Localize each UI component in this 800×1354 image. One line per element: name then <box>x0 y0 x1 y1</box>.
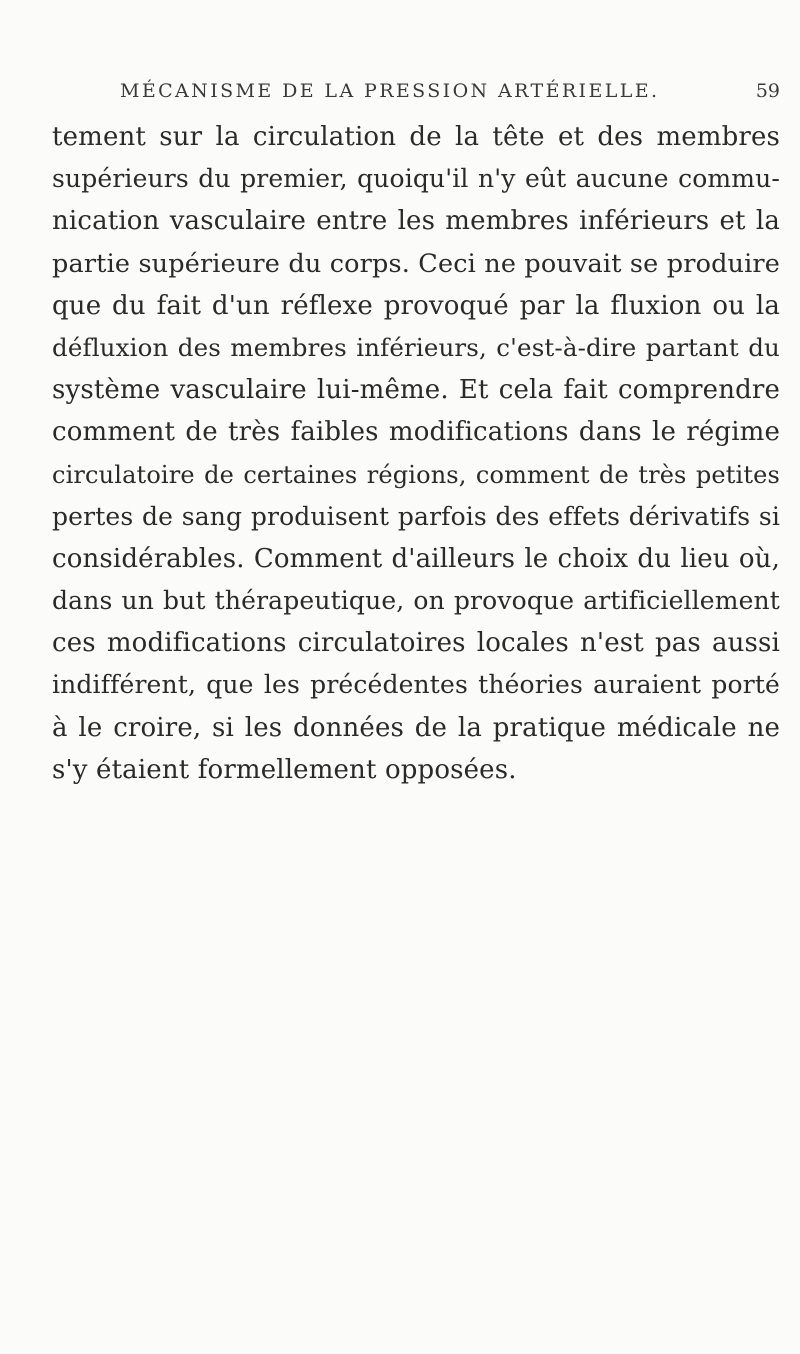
text-line: nication vasculaire entre les membres inférieurs et la <box>52 206 780 237</box>
text-line: tement sur la circulation de la tête et des membres <box>52 122 780 152</box>
running-title: MÉCANISME DE LA PRESSION ARTÉRIELLE. <box>120 80 660 102</box>
text-line: que du fait d'un réflexe provoqué par la fluxion ou la <box>52 290 780 321</box>
running-head <box>120 80 780 110</box>
body-paragraph <box>52 116 780 791</box>
text-line: ces modifications circulatoires locales n'est pas aussi <box>52 628 780 659</box>
page-number: 59 <box>755 80 780 102</box>
text-line: supérieurs du premier, quoiqu'il n'y eût aucune commu- <box>52 164 780 194</box>
text-line: indifférent, que les précédentes théories auraient porté <box>52 670 780 700</box>
text-line: système vasculaire lui-même. Et cela fait comprendre <box>52 375 780 406</box>
text-line: dans un but thérapeutique, on provoque artificiellement <box>52 586 780 616</box>
text-line: considérables. Comment d'ailleurs le choix du lieu où, <box>52 543 780 574</box>
text-line: à le croire, si les données de la pratique médicale ne <box>52 712 780 743</box>
text-line: circulatoire de certaines régions, comment de très petites <box>52 460 780 489</box>
text-line: partie supérieure du corps. Ceci ne pouvait se produire <box>52 248 780 279</box>
text-line: pertes de sang produisent parfois des effets dérivatifs si <box>52 501 780 531</box>
text-line: défluxion des membres inférieurs, c'est-à-dire partant du <box>52 332 780 362</box>
text-line: comment de très faibles modifications dans le régime <box>52 417 780 448</box>
text-line: s'y étaient formellement opposées. <box>52 754 517 785</box>
